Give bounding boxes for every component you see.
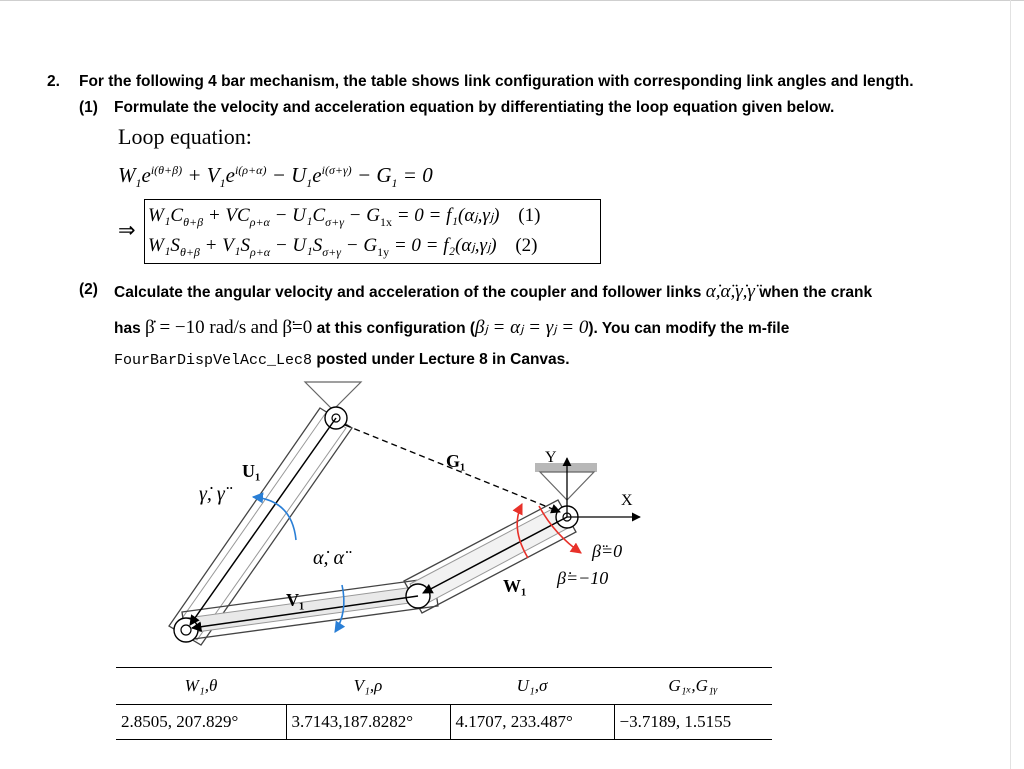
problem-number: 2. bbox=[47, 73, 60, 90]
part2-line2: has β̇ = −10 rad/s and β̈=0 at this configuration (βⱼ = αⱼ = γⱼ = 0). You can modify the m-file bbox=[114, 317, 790, 338]
label-y-axis: Y bbox=[545, 449, 557, 466]
table-cell: −3.7189, 1.5155 bbox=[614, 705, 772, 740]
label-g1: G₁ bbox=[446, 451, 466, 471]
mfile-name: FourBarDispVelAcc_Lec8 bbox=[114, 352, 313, 369]
implies-symbol: ⇒ bbox=[118, 218, 136, 242]
part2-line3: FourBarDispVelAcc_Lec8 posted under Lecture 8 in Canvas. bbox=[114, 351, 570, 369]
label-beta-dot: β̇=−10 bbox=[557, 568, 609, 588]
equation-row-1: $W_1C_{\theta+\beta} + VC_{\rho+\alpha} - U_1C_{\sigma+\gamma} - G_{1x} = 0$ = f₁(αⱼ,γⱼ) (1) bbox=[148, 205, 541, 229]
loop-equation-title: Loop equation: bbox=[118, 124, 252, 149]
part1-number: (1) bbox=[79, 99, 98, 116]
label-u1: U₁ bbox=[242, 461, 261, 481]
label-x-axis: X bbox=[621, 492, 633, 509]
vector-w1-arrow bbox=[423, 517, 567, 593]
label-gamma-rates: γ̇, γ̈ bbox=[199, 483, 225, 505]
gamma-rotation-arrow bbox=[253, 497, 296, 540]
table-cell: 3.7143,187.8282° bbox=[286, 705, 450, 740]
loop-equation: $W_1e^{i(\theta+\beta)} + V_1e^{i(\rho+\alpha)} - U_1e^{i(\sigma+\gamma)} - G_1 = 0$ bbox=[118, 163, 433, 191]
part2-line1: Calculate the angular velocity and acceleration of the coupler and follower links α̇,α̈,γ̇,γ̈ when the crank bbox=[114, 281, 873, 302]
link-v1 bbox=[182, 578, 438, 640]
part1-text: Formulate the velocity and acceleration equation by differentiating the loop equation given below. bbox=[114, 99, 835, 116]
label-v1: V₁ bbox=[286, 590, 305, 610]
pivot-bottom-left bbox=[174, 618, 198, 642]
table-header: U₁,σ bbox=[450, 668, 614, 705]
table-header-row bbox=[116, 668, 772, 705]
equation-row-2: $W_1S_{\theta+\beta} + V_1S_{\rho+\alpha} - U_1S_{\sigma+\gamma} - G_{1y} = 0$ = f₂(αⱼ,γⱼ) (2) bbox=[148, 235, 538, 259]
table-row bbox=[116, 705, 772, 740]
label-beta-ddot: β̈=0 bbox=[592, 541, 623, 561]
vector-v1-arrow bbox=[192, 596, 418, 628]
label-alpha-rates: α̇, α̈ bbox=[313, 547, 344, 569]
table-header: V₁,ρ bbox=[286, 668, 450, 705]
label-w1: W₁ bbox=[503, 576, 527, 596]
table-header: W₁,θ bbox=[116, 668, 286, 705]
table-cell: 2.8505, 207.829° bbox=[116, 705, 286, 740]
part2-number: (2) bbox=[79, 281, 98, 298]
ground-support-right bbox=[535, 463, 597, 500]
link-configuration-table bbox=[116, 667, 772, 740]
ground-support-left bbox=[305, 382, 361, 410]
table-cell: 4.1707, 233.487° bbox=[450, 705, 614, 740]
problem-intro: For the following 4 bar mechanism, the table shows link configuration with corresponding link angles and length. bbox=[79, 73, 914, 90]
table-header: G₁ₓ,G₁ᵧ bbox=[614, 668, 772, 705]
